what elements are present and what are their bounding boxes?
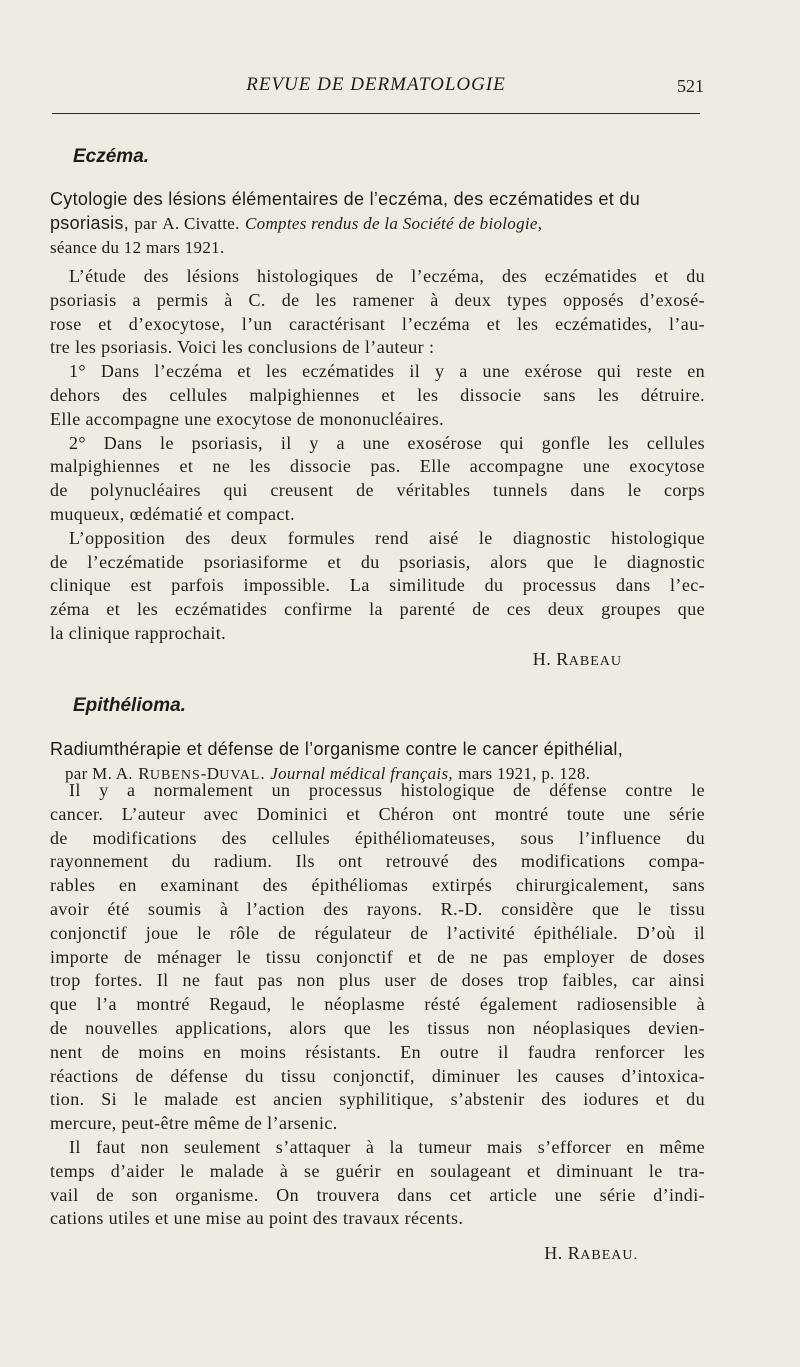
article-body-eczema (50, 265, 705, 646)
journal-title: REVUE DE DERMATOLOGIE (246, 74, 506, 95)
body-line: psoriasis a permis à C. de les ramener à deux types opposés d’exosé- (50, 289, 705, 310)
body-line: clinique est parfois impossible. La similitude du processus dans l’ec- (50, 575, 705, 596)
author-name: RUBENS-DUVAL. (138, 764, 265, 783)
body-line: L’opposition des deux formules rend aisé le diagnostic histologique (69, 527, 705, 548)
body-line: conjonctif joue le rôle de régulateur de l’activité épithéliale. D’où il (50, 922, 705, 943)
article-title-line: Radiumthérapie et défense de l’organisme contre le cancer épithélial, (50, 739, 624, 759)
body-line: de modifications des cellules épithéliomateuses, sous l’influence du (50, 827, 705, 848)
body-line: que l’a montré Regaud, le néoplasme résté également radiosensible à (50, 994, 705, 1015)
body-line: de nouvelles applications, alors que les tissus non néoplasiques devien- (50, 1017, 705, 1038)
body-line: réactions de défense du tissu conjonctif, diminuer les causes d’intoxica- (50, 1065, 705, 1086)
body-line: trop fortes. Il ne faut pas non plus user de doses trop faibles, car ainsi (50, 970, 705, 991)
body-line: la clinique rapprochait. (50, 622, 227, 643)
section-heading-epithelioma: Epithélioma. (73, 695, 186, 716)
article-title-line: psoriasis, (50, 213, 130, 233)
body-line: rables en examinant des épithéliomas extirpés chirurgicalement, sans (50, 875, 705, 896)
body-line: rayonnement du radium. Ils ont retrouvé des modifications compa- (50, 851, 705, 872)
source-journal: Journal médical français, (270, 764, 453, 783)
author-prefix: par (134, 214, 157, 233)
header-rule (52, 113, 700, 114)
signature-epithelioma (544, 1243, 638, 1264)
body-line: avoir été soumis à l’action des rayons. R.-D. considère que le tissu (50, 898, 705, 919)
signature-initial: H. R (532, 649, 569, 669)
signature-eczema (533, 649, 622, 670)
body-line: tre les psoriasis. Voici les conclusions de l’auteur : (50, 337, 435, 358)
body-line: malpighiennes et ne les dissocie pas. Elle accompagne une exocytose (50, 456, 705, 477)
body-line: cations utiles et une mise au point des travaux récents. (50, 1208, 464, 1229)
body-line: zéma et les eczématides confirme la parenté de ces deux groupes que (50, 599, 705, 620)
author-name: A. Civatte. (162, 214, 240, 233)
body-line: muqueux, œdématié et compact. (50, 503, 296, 524)
body-line: L’étude des lésions histologiques de l’eczéma, des eczématides et du (69, 266, 705, 286)
body-line: tion. Si le malade est ancien syphilitique, s’abstenir des iodures et du (50, 1089, 705, 1110)
article-title-cytologie (50, 187, 706, 260)
body-line: mercure, peut-être même de l’arsenic. (50, 1113, 338, 1134)
body-line: vail de son organisme. On trouvera dans cet article une série d’indi- (50, 1184, 705, 1205)
body-line: dehors des cellules malpighiennes et les dissocie sans les détruire. (50, 384, 705, 405)
body-line: Elle accompagne une exocytose de mononucléaires. (50, 408, 445, 429)
signature-initial: H. R (544, 1243, 581, 1263)
body-line: 1° Dans l’eczéma et les eczématides il y a une exérose qui reste en (69, 361, 705, 382)
source-journal: Comptes rendus de la Société de biologie, (245, 214, 543, 233)
body-line: Il faut non seulement s’attaquer à la tumeur mais s’efforcer en même (69, 1136, 705, 1157)
article-title-line: Cytologie des lésions élémentaires de l’eczéma, des eczématides et du (50, 189, 641, 209)
body-line: Il y a normalement un processus histologique de défense contre le (69, 780, 705, 800)
article-citation-line (50, 211, 706, 236)
signature-rest: ABEAU (568, 654, 622, 669)
article-body-epithelioma (50, 779, 705, 1231)
body-line: de l’eczématide psoriasiforme et du psoriasis, alors que le diagnostic (50, 551, 705, 572)
source-date: séance du 12 mars 1921. (50, 238, 225, 257)
section-heading-eczema: Eczéma. (73, 146, 150, 167)
body-line: nent de moins en moins résistants. En outre il faudra renforcer les (50, 1041, 705, 1062)
body-line: 2° Dans le psoriasis, il y a une exosérose qui gonfle les cellules (69, 432, 705, 453)
signature-rest: ABEAU. (580, 1248, 638, 1263)
body-line: cancer. L’auteur avec Dominici et Chéron ont montré toute une série (50, 803, 705, 824)
body-line: de polynucléaires qui creusent de véritables tunnels dans le corps (50, 480, 705, 501)
body-line: importe de ménager le tissu conjonctif et de ne pas employer de doses (50, 946, 705, 967)
author-prefix: par M. A. (65, 764, 133, 783)
source-date: mars 1921, p. 128. (458, 764, 591, 783)
body-line: temps d’aider le malade à se guérir en soulageant et diminuant le tra- (50, 1160, 705, 1181)
page-number: 521 (677, 76, 704, 96)
running-head (48, 74, 704, 104)
body-line: rose et d’exocytose, l’un caractérisant l’eczéma et les eczématides, l’au- (50, 313, 705, 334)
